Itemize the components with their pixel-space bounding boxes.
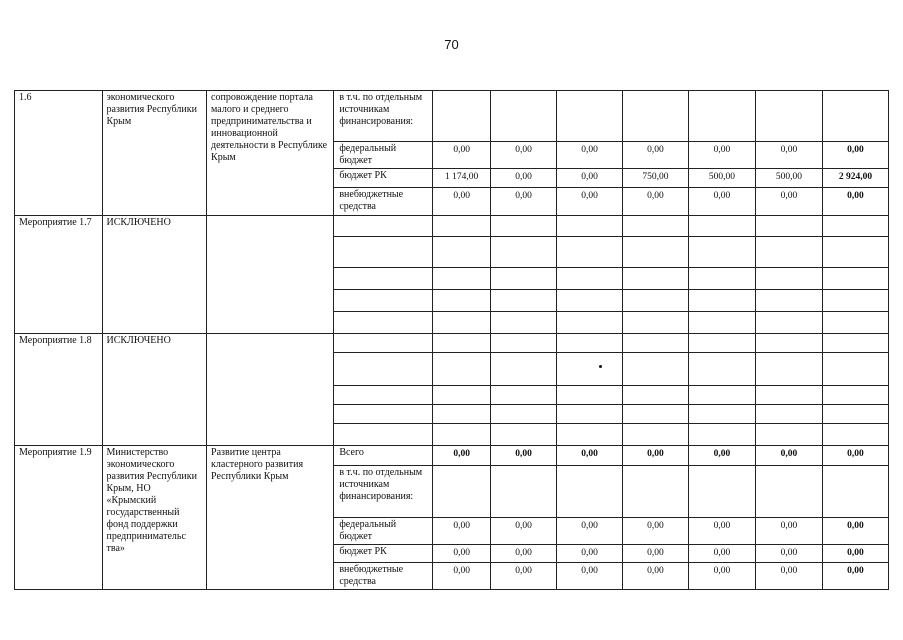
amount-cell: [822, 216, 888, 237]
amount-cell: [433, 268, 491, 290]
amount-cell: [433, 386, 491, 405]
funding-source-label: [334, 334, 433, 353]
amount-cell: [688, 334, 755, 353]
amount-cell: [491, 91, 557, 142]
amount-cell: [688, 216, 755, 237]
amount-cell: 0,00: [491, 563, 557, 590]
amount-cell: 0,00: [433, 518, 491, 545]
amount-cell: [433, 334, 491, 353]
funding-source-label: Всего: [334, 446, 433, 466]
amount-cell: [557, 424, 623, 446]
funding-source-label: федеральный бюджет: [334, 142, 433, 169]
amount-cell: [433, 91, 491, 142]
funding-source-label: [334, 312, 433, 334]
funding-source-label: [334, 290, 433, 312]
amount-cell: [557, 353, 623, 386]
amount-cell: 0,00: [491, 518, 557, 545]
amount-cell: [557, 334, 623, 353]
amount-cell: [622, 91, 688, 142]
amount-cell: 0,00: [491, 545, 557, 563]
executor-cell: Министерство экономического развития Республики Крым, НО «Крымский государственный фонд поддержки предпринимательс тва»: [102, 446, 207, 590]
amount-cell: [557, 268, 623, 290]
amount-cell: 0,00: [622, 446, 688, 466]
funding-source-label: [334, 405, 433, 424]
amount-cell: 0,00: [755, 563, 822, 590]
amount-cell: [688, 466, 755, 518]
amount-cell: 0,00: [822, 446, 888, 466]
amount-cell: 0,00: [822, 518, 888, 545]
financing-table: [14, 90, 889, 590]
amount-cell: [491, 312, 557, 334]
funding-source-label: [334, 386, 433, 405]
amount-cell: 0,00: [557, 142, 623, 169]
amount-cell: [755, 334, 822, 353]
executor-cell: ИСКЛЮЧЕНО: [102, 216, 207, 334]
amount-cell: 0,00: [622, 545, 688, 563]
funding-source-label: [334, 268, 433, 290]
amount-cell: [491, 216, 557, 237]
amount-cell: 1 174,00: [433, 169, 491, 188]
amount-cell: [557, 386, 623, 405]
amount-cell: 0,00: [755, 518, 822, 545]
measure-name: [207, 216, 334, 334]
amount-cell: [688, 290, 755, 312]
amount-cell: [622, 237, 688, 268]
amount-cell: 0,00: [688, 142, 755, 169]
amount-cell: [622, 312, 688, 334]
amount-cell: [491, 268, 557, 290]
amount-cell: 0,00: [622, 518, 688, 545]
amount-cell: [755, 237, 822, 268]
amount-cell: [491, 290, 557, 312]
funding-source-label: в т.ч. по отдельным источникам финансирования:: [334, 466, 433, 518]
amount-cell: [491, 466, 557, 518]
amount-cell: 0,00: [822, 563, 888, 590]
funding-source-label: [334, 237, 433, 268]
amount-cell: 0,00: [822, 188, 888, 216]
amount-cell: [433, 216, 491, 237]
amount-cell: 0,00: [491, 188, 557, 216]
amount-cell: [557, 466, 623, 518]
amount-cell: [755, 268, 822, 290]
table-row: [15, 91, 889, 142]
amount-cell: [755, 91, 822, 142]
amount-cell: 500,00: [688, 169, 755, 188]
amount-cell: 0,00: [433, 563, 491, 590]
amount-cell: [688, 424, 755, 446]
amount-cell: 0,00: [433, 446, 491, 466]
amount-cell: 0,00: [622, 188, 688, 216]
amount-cell: [557, 405, 623, 424]
amount-cell: [557, 312, 623, 334]
amount-cell: 0,00: [755, 545, 822, 563]
amount-cell: 2 924,00: [822, 169, 888, 188]
amount-cell: [433, 405, 491, 424]
amount-cell: 0,00: [433, 142, 491, 169]
amount-cell: [491, 424, 557, 446]
amount-cell: [622, 405, 688, 424]
amount-cell: [822, 268, 888, 290]
amount-cell: 0,00: [755, 446, 822, 466]
amount-cell: 0,00: [755, 188, 822, 216]
table-row: [15, 216, 889, 237]
amount-cell: 0,00: [688, 545, 755, 563]
amount-cell: 0,00: [822, 545, 888, 563]
amount-cell: [433, 237, 491, 268]
funding-source-label: [334, 216, 433, 237]
amount-cell: [491, 334, 557, 353]
measure-number: Мероприятие 1.9: [15, 446, 103, 590]
funding-source-label: федеральный бюджет: [334, 518, 433, 545]
amount-cell: 0,00: [433, 188, 491, 216]
table-row: [15, 334, 889, 353]
amount-cell: 0,00: [822, 142, 888, 169]
amount-cell: [622, 386, 688, 405]
amount-cell: 0,00: [688, 518, 755, 545]
amount-cell: [491, 237, 557, 268]
amount-cell: [622, 353, 688, 386]
amount-cell: [688, 237, 755, 268]
amount-cell: 500,00: [755, 169, 822, 188]
amount-cell: [557, 237, 623, 268]
amount-cell: [622, 268, 688, 290]
amount-cell: 0,00: [688, 563, 755, 590]
amount-cell: [755, 353, 822, 386]
amount-cell: [557, 91, 623, 142]
amount-cell: 0,00: [491, 169, 557, 188]
amount-cell: [688, 353, 755, 386]
measure-name: [207, 334, 334, 446]
amount-cell: [755, 290, 822, 312]
amount-cell: [688, 268, 755, 290]
amount-cell: [822, 405, 888, 424]
amount-cell: [433, 466, 491, 518]
amount-cell: [822, 386, 888, 405]
amount-cell: [755, 312, 822, 334]
amount-cell: [755, 216, 822, 237]
amount-cell: [557, 216, 623, 237]
amount-cell: [433, 424, 491, 446]
amount-cell: [622, 334, 688, 353]
amount-cell: [822, 290, 888, 312]
measure-name: Развитие центра кластерного развития Республики Крым: [207, 446, 334, 590]
amount-cell: 0,00: [557, 169, 623, 188]
amount-cell: [433, 290, 491, 312]
amount-cell: [822, 91, 888, 142]
amount-cell: [622, 466, 688, 518]
measure-number: Мероприятие 1.8: [15, 334, 103, 446]
amount-cell: 0,00: [557, 188, 623, 216]
amount-cell: [622, 290, 688, 312]
amount-cell: 0,00: [622, 142, 688, 169]
amount-cell: [755, 405, 822, 424]
measure-name: сопровождение портала малого и среднего предпринимательства и инновационной деятельности в Республике Крым: [207, 91, 334, 216]
funding-source-label: внебюджетные средства: [334, 188, 433, 216]
amount-cell: [755, 386, 822, 405]
amount-cell: 0,00: [622, 563, 688, 590]
funding-source-label: в т.ч. по отдельным источникам финансирования:: [334, 91, 433, 142]
amount-cell: [822, 312, 888, 334]
amount-cell: [755, 466, 822, 518]
funding-source-label: бюджет РК: [334, 169, 433, 188]
scan-speck: [599, 365, 602, 368]
amount-cell: 0,00: [755, 142, 822, 169]
amount-cell: [688, 386, 755, 405]
executor-cell: экономического развития Республики Крым: [102, 91, 207, 216]
amount-cell: [622, 216, 688, 237]
table-row: [15, 446, 889, 466]
measure-number: 1.6: [15, 91, 103, 216]
amount-cell: [491, 353, 557, 386]
amount-cell: [622, 424, 688, 446]
funding-source-label: [334, 353, 433, 386]
amount-cell: [433, 312, 491, 334]
amount-cell: 0,00: [433, 545, 491, 563]
measure-number: Мероприятие 1.7: [15, 216, 103, 334]
amount-cell: 0,00: [557, 563, 623, 590]
amount-cell: 750,00: [622, 169, 688, 188]
executor-cell: ИСКЛЮЧЕНО: [102, 334, 207, 446]
amount-cell: 0,00: [688, 446, 755, 466]
amount-cell: [822, 353, 888, 386]
amount-cell: [688, 312, 755, 334]
page-number: 70: [444, 37, 459, 52]
funding-source-label: [334, 424, 433, 446]
amount-cell: [688, 91, 755, 142]
amount-cell: 0,00: [557, 545, 623, 563]
amount-cell: 0,00: [491, 142, 557, 169]
amount-cell: [822, 237, 888, 268]
amount-cell: [822, 466, 888, 518]
amount-cell: 0,00: [557, 518, 623, 545]
amount-cell: [491, 405, 557, 424]
amount-cell: [557, 290, 623, 312]
amount-cell: 0,00: [688, 188, 755, 216]
amount-cell: 0,00: [557, 446, 623, 466]
amount-cell: [822, 334, 888, 353]
funding-source-label: бюджет РК: [334, 545, 433, 563]
amount-cell: [688, 405, 755, 424]
funding-source-label: внебюджетные средства: [334, 563, 433, 590]
amount-cell: [822, 424, 888, 446]
amount-cell: [433, 353, 491, 386]
amount-cell: [755, 424, 822, 446]
amount-cell: [491, 386, 557, 405]
amount-cell: 0,00: [491, 446, 557, 466]
